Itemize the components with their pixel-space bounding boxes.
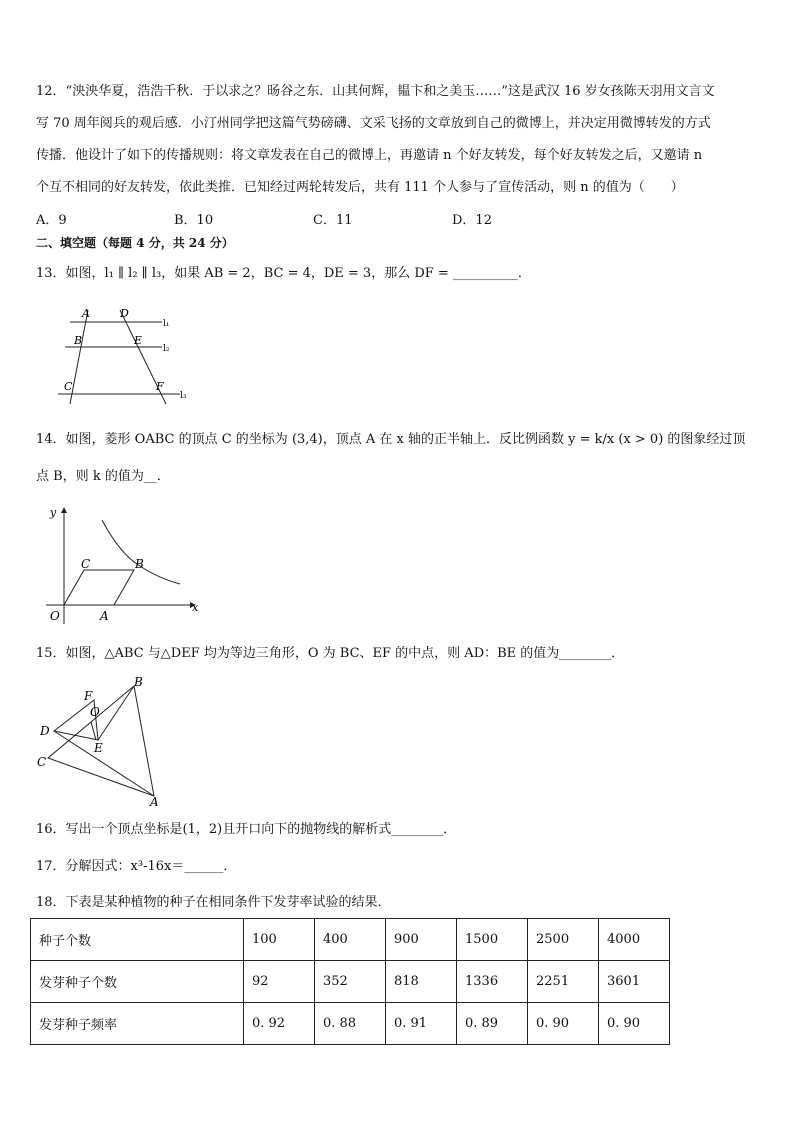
q12-option-c: C．11	[313, 213, 353, 228]
q14-label-a: A	[100, 609, 109, 623]
q12-option-a: A．9	[36, 213, 67, 228]
q12-option-d: D．12	[452, 213, 492, 228]
q15-equilateral-triangles-figure	[32, 674, 172, 810]
table-row	[31, 961, 670, 1003]
q14-label-c: C	[81, 557, 91, 571]
q13-label-e: E	[134, 334, 143, 347]
table-row-header: 种子个数	[31, 919, 244, 961]
q16-text: 16．写出一个顶点坐标是(1，2)且开口向下的抛物线的解析式________．	[36, 822, 457, 837]
table-cell: 0. 91	[386, 1003, 457, 1045]
q13-label-l3: l₃	[180, 391, 187, 401]
q13-label-l2: l₂	[163, 344, 170, 354]
q15-label-b: B	[134, 675, 143, 689]
q15-label-o: O	[90, 705, 100, 719]
q13-label-f: F	[156, 380, 164, 393]
table-cell: 0. 88	[315, 1003, 386, 1045]
table-cell: 0. 92	[244, 1003, 315, 1045]
table-cell: 352	[315, 961, 386, 1003]
table-cell: 3601	[599, 961, 670, 1003]
q15-label-f: F	[84, 689, 93, 703]
table-cell: 0. 90	[528, 1003, 599, 1045]
q13-label-b: B	[74, 334, 83, 347]
table-cell: 0. 90	[599, 1003, 670, 1045]
table-cell: 900	[386, 919, 457, 961]
q14-label-b: B	[135, 557, 144, 571]
q13-parallel-lines-figure	[50, 300, 200, 410]
q17-text: 17．分解因式：x³-16x＝______．	[36, 859, 237, 874]
table-row	[31, 1003, 670, 1045]
q13-text: 13．如图，l₁ ∥ l₂ ∥ l₃，如果 AB = 2，BC = 4，DE = 3，那么 DF = __________．	[36, 266, 531, 281]
table-cell: 1500	[457, 919, 528, 961]
q12-line-2: 写 70 周年阅兵的观后感．小汀州同学把这篇气势磅礴、文采飞扬的文章放到自己的微博上，并决定用微博转发的方式	[36, 116, 711, 131]
q15-label-c: C	[37, 755, 47, 769]
q14-line-2: 点 B，则 k 的值为__．	[36, 469, 170, 484]
q18-germination-table	[30, 918, 670, 1045]
q13-label-a: A	[82, 307, 90, 320]
q12-line-3: 传播．他设计了如下的传播规则：将文章发表在自己的微博上，再邀请 n 个好友转发，每个好友转发之后，又邀请 n	[36, 148, 703, 163]
q14-label-x: x	[192, 601, 199, 614]
section-heading-fill-blank: 二、填空题（每题 4 分，共 24 分）	[36, 236, 234, 250]
q13-label-c: C	[64, 380, 73, 393]
table-cell: 100	[244, 919, 315, 961]
q14-rhombus-hyperbola-figure	[40, 502, 210, 632]
q14-label-o: O	[50, 609, 60, 623]
q14-label-y: y	[50, 506, 57, 519]
q12-line-4: 个互不相同的好友转发，依此类推．已知经过两轮转发后，共有 111 个人参与了宣传活动，则 n 的值为（ ）	[36, 180, 684, 195]
table-cell: 2500	[528, 919, 599, 961]
q12-option-b: B．10	[174, 213, 214, 228]
q13-label-d: D	[120, 307, 129, 320]
table-cell: 2251	[528, 961, 599, 1003]
table-row-header: 发芽种子频率	[31, 1003, 244, 1045]
table-cell: 400	[315, 919, 386, 961]
table-cell: 4000	[599, 919, 670, 961]
table-cell: 0. 89	[457, 1003, 528, 1045]
table-row-header: 发芽种子个数	[31, 961, 244, 1003]
q13-label-l1: l₁	[163, 319, 170, 329]
q14-line-1: 14．如图，菱形 OABC 的顶点 C 的坐标为 (3,4)，顶点 A 在 x 轴的正半轴上．反比例函数 y = k/x (x > 0) 的图象经过顶	[36, 432, 746, 447]
q15-text: 15．如图，△ABC 与△DEF 均为等边三角形，O 为 BC、EF 的中点，则 AD：BE 的值为________．	[36, 646, 625, 661]
table-cell: 92	[244, 961, 315, 1003]
table-row	[31, 919, 670, 961]
q15-label-d: D	[40, 724, 50, 738]
q12-line-1: 12．“泱泱华夏，浩浩千秋．于以求之？旸谷之东．山其何辉，韫卞和之美玉……”这是武汉 16 岁女孩陈天羽用文言文	[36, 84, 715, 99]
q18-text: 18．下表是某种植物的种子在相同条件下发芽率试验的结果．	[36, 895, 391, 910]
q15-label-e: E	[94, 741, 103, 755]
table-cell: 818	[386, 961, 457, 1003]
q15-label-a: A	[150, 795, 159, 809]
table-cell: 1336	[457, 961, 528, 1003]
